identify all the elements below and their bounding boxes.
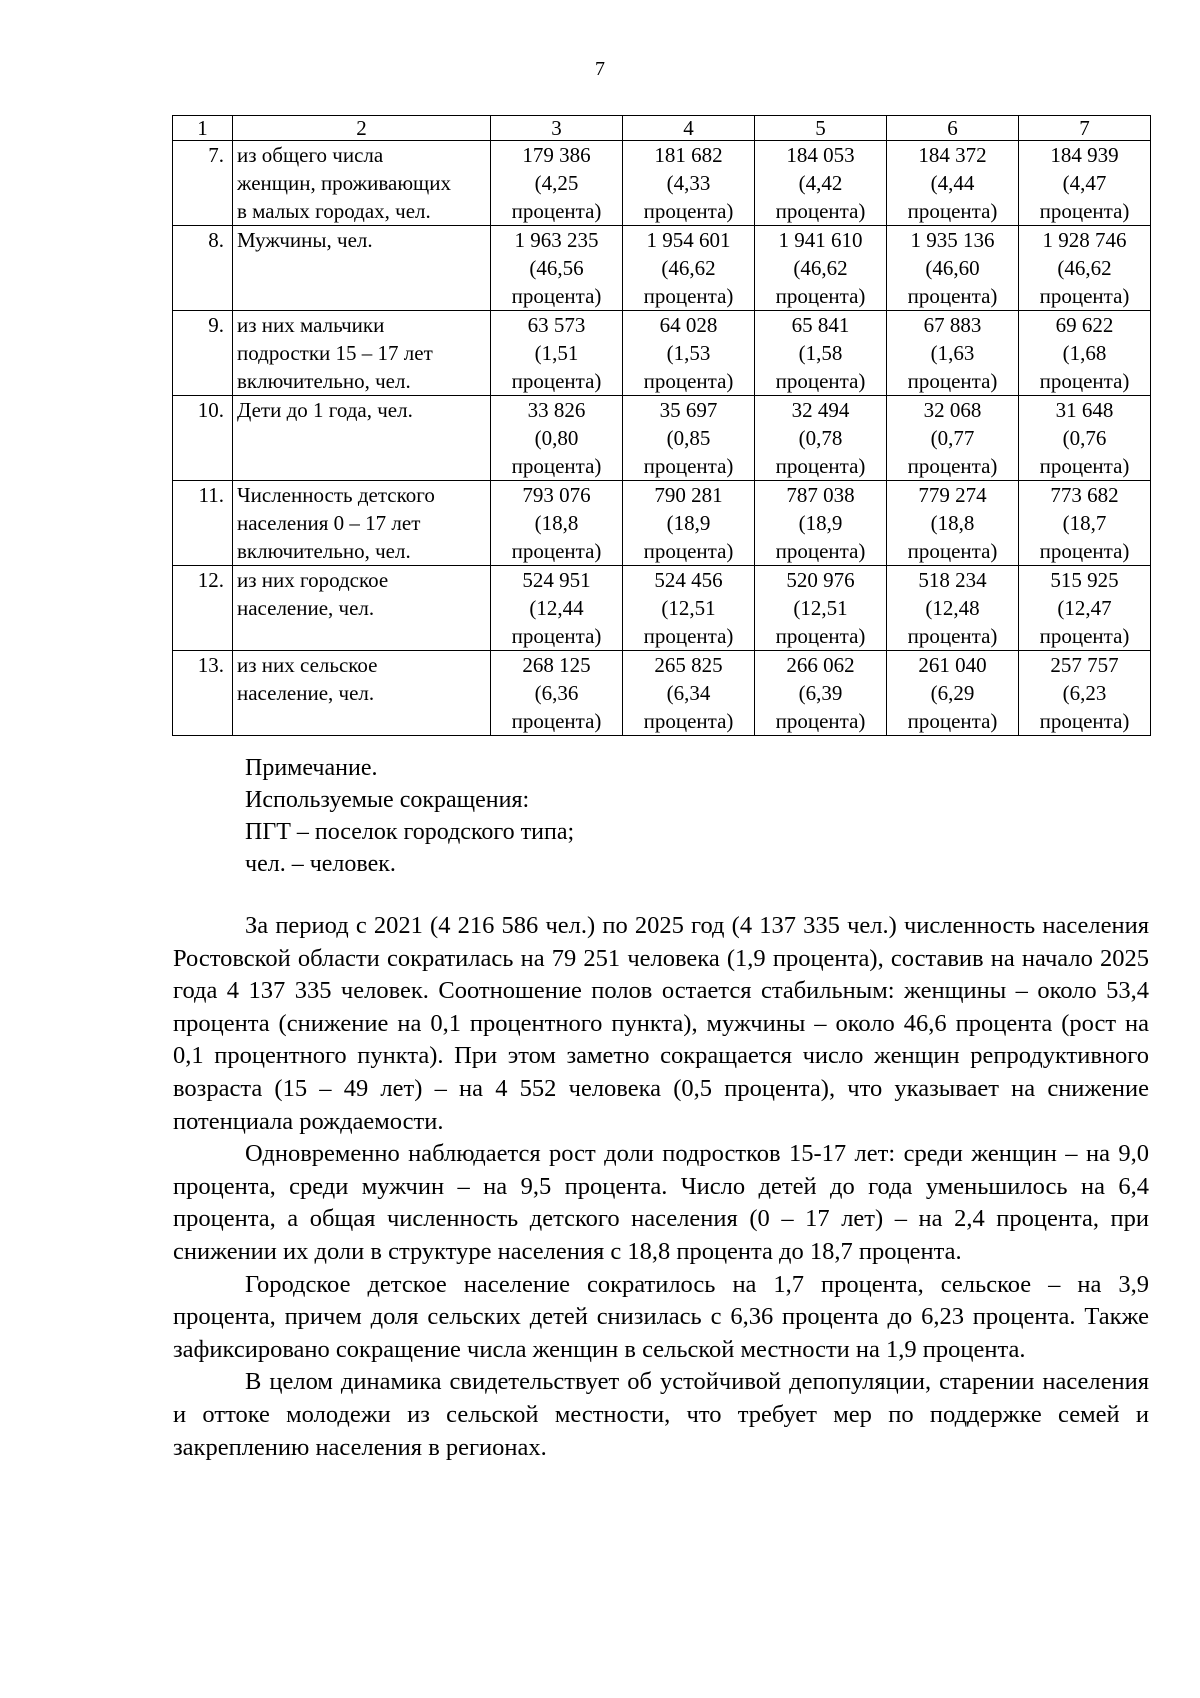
column-header: 6 — [887, 116, 1019, 141]
value-cell — [491, 651, 623, 736]
value-cell — [491, 481, 623, 566]
value-number: 515 925 — [1050, 568, 1119, 592]
value-unit: процента) — [511, 539, 602, 563]
row-label-line: населения 0 – 17 лет — [237, 511, 421, 535]
value-number: 790 281 — [654, 483, 723, 507]
value-number: 265 825 — [654, 653, 723, 677]
value-number: 1 928 746 — [1042, 228, 1127, 252]
table-row — [173, 651, 1151, 736]
value-percent: (1,58 — [798, 341, 843, 365]
value-cell — [755, 141, 887, 226]
value-number: 67 883 — [923, 313, 982, 337]
value-percent: (12,48 — [925, 596, 980, 620]
table-row — [173, 226, 1151, 311]
value-unit: процента) — [775, 539, 866, 563]
value-cell — [1019, 396, 1151, 481]
value-cell — [491, 566, 623, 651]
column-header: 1 — [173, 116, 233, 141]
value-percent: (4,25 — [534, 171, 579, 195]
row-label-line: из общего числа — [237, 143, 384, 167]
row-label-line: население, чел. — [237, 681, 375, 705]
value-unit: процента) — [907, 199, 998, 223]
value-number: 257 757 — [1050, 653, 1119, 677]
value-unit: процента) — [775, 624, 866, 648]
value-unit: процента) — [511, 709, 602, 733]
row-number: 12. — [173, 566, 233, 651]
body-text — [173, 910, 1149, 1464]
value-percent: (12,44 — [529, 596, 584, 620]
value-percent: (0,78 — [798, 426, 843, 450]
value-unit: процента) — [907, 454, 998, 478]
value-unit: процента) — [775, 284, 866, 308]
value-number: 179 386 — [522, 143, 591, 167]
value-number: 518 234 — [918, 568, 987, 592]
value-percent: (46,62 — [793, 256, 848, 280]
value-number: 32 068 — [923, 398, 982, 422]
value-cell — [887, 481, 1019, 566]
value-cell — [887, 311, 1019, 396]
value-cell — [491, 396, 623, 481]
value-percent: (1,63 — [930, 341, 975, 365]
value-cell — [1019, 481, 1151, 566]
value-percent: (1,51 — [534, 341, 579, 365]
value-percent: (6,34 — [666, 681, 711, 705]
value-cell — [1019, 651, 1151, 736]
paragraph: За период с 2021 (4 216 586 чел.) по 2025 год (4 137 335 чел.) численность населения Ростовской области сократилась на 79 251 человека (1,9 процента), составив на начало 2025 года 4 137 335 человек. Соотношение полов остается стабильным: женщины – около 53,4 процента (снижение на 0,1 процентного пункта), мужчины – около 46,6 процента (рост на 0,1 процентного пункта). При этом заметно сокращается число женщин репродуктивного возраста (15 – 49 лет) – на 4 552 человека (0,5 процента), что указывает на снижение потенциала рождаемости. — [173, 912, 1149, 1135]
value-number: 69 622 — [1055, 313, 1114, 337]
row-label-line: подростки 15 – 17 лет — [237, 341, 433, 365]
column-header: 2 — [233, 116, 491, 141]
row-label — [233, 651, 491, 736]
value-number: 520 976 — [786, 568, 855, 592]
value-percent: (0,77 — [930, 426, 975, 450]
page-number: 7 — [595, 58, 605, 80]
value-unit: процента) — [643, 709, 734, 733]
value-percent: (46,60 — [925, 256, 980, 280]
value-cell — [887, 141, 1019, 226]
row-label-line: включительно, чел. — [237, 539, 411, 563]
value-cell — [755, 651, 887, 736]
value-number: 773 682 — [1050, 483, 1119, 507]
value-number: 779 274 — [918, 483, 987, 507]
row-label — [233, 226, 491, 311]
value-number: 184 939 — [1050, 143, 1119, 167]
value-cell — [623, 311, 755, 396]
value-number: 524 456 — [654, 568, 723, 592]
value-cell — [623, 566, 755, 651]
value-unit: процента) — [511, 624, 602, 648]
table-header-row — [173, 116, 1151, 141]
value-number: 35 697 — [659, 398, 718, 422]
value-percent: (1,53 — [666, 341, 711, 365]
value-percent: (1,68 — [1062, 341, 1107, 365]
value-unit: процента) — [511, 284, 602, 308]
value-number: 65 841 — [791, 313, 850, 337]
value-cell — [887, 566, 1019, 651]
value-unit: процента) — [643, 369, 734, 393]
row-number: 9. — [173, 311, 233, 396]
value-unit: процента) — [511, 369, 602, 393]
row-label-line: население, чел. — [237, 596, 375, 620]
value-unit: процента) — [775, 709, 866, 733]
value-number: 261 040 — [918, 653, 987, 677]
row-label — [233, 141, 491, 226]
value-cell — [491, 311, 623, 396]
value-unit: процента) — [1039, 369, 1130, 393]
row-label — [233, 311, 491, 396]
value-percent: (46,56 — [529, 256, 584, 280]
value-percent: (12,51 — [661, 596, 716, 620]
value-cell — [1019, 566, 1151, 651]
row-label — [233, 396, 491, 481]
value-percent: (18,7 — [1062, 511, 1107, 535]
value-cell — [623, 141, 755, 226]
table-row — [173, 311, 1151, 396]
value-number: 1 935 136 — [910, 228, 995, 252]
paragraph: Городское детское население сократилось на 1,7 процента, сельское – на 3,9 процента, причем доля сельских детей снизилась с 6,36 процента до 6,23 процента. Также зафиксировано сокращение числа женщин в сельской местности на 1,9 процента. — [173, 1270, 1149, 1363]
value-cell — [755, 566, 887, 651]
value-unit: процента) — [511, 454, 602, 478]
paragraph: В целом динамика свидетельствует об устойчивой депопуляции, старении населения и оттоке молодежи из сельской местности, что требует мер по поддержке семей и закреплению населения в регионах. — [173, 1368, 1149, 1461]
value-unit: процента) — [1039, 539, 1130, 563]
row-label-line: из них мальчики — [237, 313, 385, 337]
value-number: 181 682 — [654, 143, 723, 167]
value-cell — [887, 226, 1019, 311]
value-number: 1 963 235 — [514, 228, 599, 252]
value-unit: процента) — [1039, 624, 1130, 648]
value-number: 184 053 — [786, 143, 855, 167]
value-cell — [623, 651, 755, 736]
row-number: 13. — [173, 651, 233, 736]
value-cell — [1019, 141, 1151, 226]
value-percent: (4,33 — [666, 171, 711, 195]
value-unit: процента) — [643, 284, 734, 308]
column-header: 3 — [491, 116, 623, 141]
row-number: 7. — [173, 141, 233, 226]
value-cell — [623, 226, 755, 311]
value-cell — [887, 651, 1019, 736]
value-unit: процента) — [775, 199, 866, 223]
value-unit: процента) — [775, 369, 866, 393]
row-label-line: женщин, проживающих — [237, 171, 451, 195]
value-cell — [887, 396, 1019, 481]
value-percent: (4,47 — [1062, 171, 1107, 195]
value-number: 266 062 — [786, 653, 855, 677]
value-cell — [623, 481, 755, 566]
value-number: 32 494 — [791, 398, 850, 422]
value-percent: (18,8 — [930, 511, 975, 535]
row-number: 11. — [173, 481, 233, 566]
value-unit: процента) — [907, 624, 998, 648]
value-percent: (18,8 — [534, 511, 579, 535]
value-number: 1 941 610 — [778, 228, 863, 252]
value-cell — [1019, 226, 1151, 311]
note-block — [245, 752, 574, 880]
note-line: чел. – человек. — [245, 851, 396, 877]
row-label-line: Мужчины, чел. — [237, 228, 373, 252]
value-cell — [491, 226, 623, 311]
value-number: 63 573 — [527, 313, 586, 337]
value-percent: (12,47 — [1057, 596, 1112, 620]
table-row — [173, 566, 1151, 651]
row-label — [233, 566, 491, 651]
value-number: 787 038 — [786, 483, 855, 507]
value-number: 268 125 — [522, 653, 591, 677]
note-line: ПГТ – поселок городского типа; — [245, 819, 575, 845]
value-percent: (46,62 — [661, 256, 716, 280]
column-header: 7 — [1019, 116, 1151, 141]
value-percent: (6,29 — [930, 681, 975, 705]
value-percent: (18,9 — [666, 511, 711, 535]
row-number: 8. — [173, 226, 233, 311]
value-number: 184 372 — [918, 143, 987, 167]
table-row — [173, 396, 1151, 481]
value-percent: (4,44 — [930, 171, 975, 195]
paragraph: Одновременно наблюдается рост доли подростков 15-17 лет: среди женщин – на 9,0 процента, среди мужчин – на 9,5 процента. Число детей до года уменьшилось на 6,4 процента, а общая численность детского населения (0 – 17 лет) – на 2,4 процента, при снижении их доли в структуре населения с 18,8 процента до 18,7 процента. — [173, 1140, 1149, 1265]
value-unit: процента) — [907, 539, 998, 563]
value-number: 31 648 — [1055, 398, 1114, 422]
column-header: 4 — [623, 116, 755, 141]
value-unit: процента) — [1039, 454, 1130, 478]
value-unit: процента) — [907, 709, 998, 733]
value-unit: процента) — [643, 624, 734, 648]
value-unit: процента) — [1039, 709, 1130, 733]
value-unit: процента) — [643, 199, 734, 223]
note-line: Используемые сокращения: — [245, 787, 530, 813]
value-unit: процента) — [511, 199, 602, 223]
value-percent: (4,42 — [798, 171, 843, 195]
value-percent: (46,62 — [1057, 256, 1112, 280]
row-label-line: из них городское — [237, 568, 389, 592]
value-number: 793 076 — [522, 483, 591, 507]
value-unit: процента) — [643, 454, 734, 478]
value-cell — [623, 396, 755, 481]
value-cell — [755, 226, 887, 311]
value-percent: (6,36 — [534, 681, 579, 705]
column-header: 5 — [755, 116, 887, 141]
note-title: Примечание. — [245, 755, 378, 781]
row-label-line: Численность детского — [237, 483, 435, 507]
value-cell — [755, 396, 887, 481]
value-percent: (6,23 — [1062, 681, 1107, 705]
value-unit: процента) — [907, 369, 998, 393]
value-unit: процента) — [907, 284, 998, 308]
row-label — [233, 481, 491, 566]
value-number: 33 826 — [527, 398, 586, 422]
value-number: 524 951 — [522, 568, 591, 592]
value-cell — [491, 141, 623, 226]
value-unit: процента) — [775, 454, 866, 478]
value-unit: процента) — [1039, 199, 1130, 223]
value-unit: процента) — [643, 539, 734, 563]
value-cell — [755, 311, 887, 396]
value-number: 1 954 601 — [646, 228, 731, 252]
value-cell — [1019, 311, 1151, 396]
row-label-line: из них сельское — [237, 653, 378, 677]
value-percent: (18,9 — [798, 511, 843, 535]
value-percent: (0,76 — [1062, 426, 1107, 450]
value-percent: (12,51 — [793, 596, 848, 620]
value-percent: (0,85 — [666, 426, 711, 450]
table-row — [173, 481, 1151, 566]
value-percent: (0,80 — [534, 426, 579, 450]
row-label-line: Дети до 1 года, чел. — [237, 398, 413, 422]
row-number: 10. — [173, 396, 233, 481]
table-row — [173, 141, 1151, 226]
row-label-line: в малых городах, чел. — [237, 199, 431, 223]
value-cell — [755, 481, 887, 566]
statistics-table — [172, 115, 1151, 736]
value-percent: (6,39 — [798, 681, 843, 705]
row-label-line: включительно, чел. — [237, 369, 411, 393]
value-unit: процента) — [1039, 284, 1130, 308]
value-number: 64 028 — [659, 313, 718, 337]
